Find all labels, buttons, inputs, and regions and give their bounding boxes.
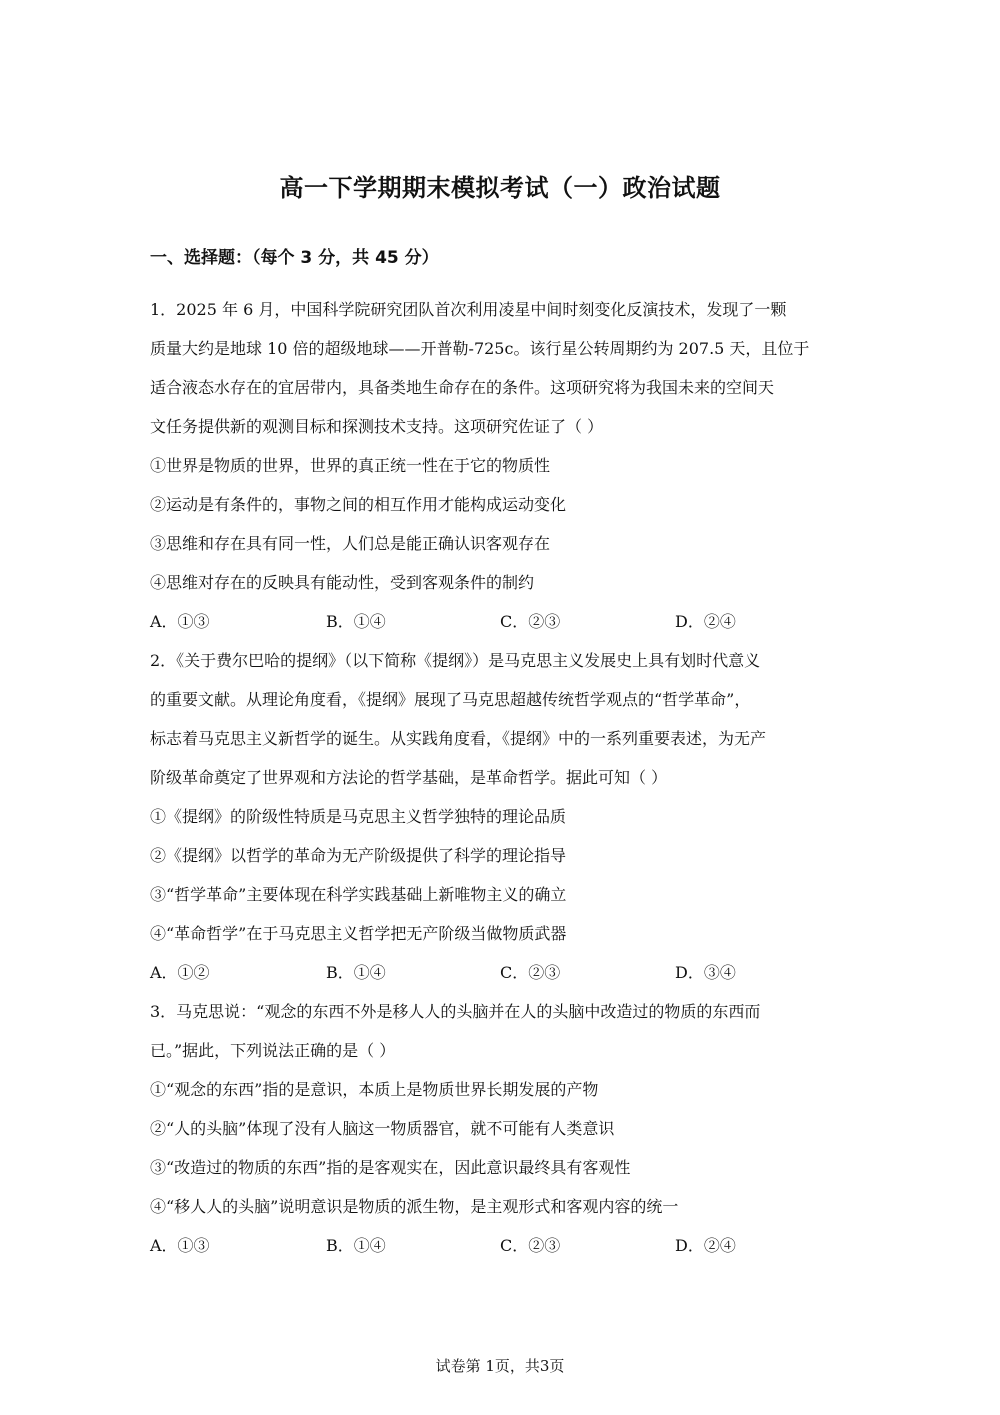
question-1-stem-line: 质量大约是地球 10 倍的超级地球——开普勒-725c。该行星公转周期约为 207.5 天，且位于 <box>150 339 810 358</box>
question-1-options <box>150 602 855 641</box>
option-b: B．①④ <box>326 612 386 631</box>
question-2-stem-line: 阶级革命奠定了世界观和方法论的哲学基础，是革命哲学。据此可知（ ） <box>150 768 668 787</box>
question-3-statement: ③“改造过的物质的东西”指的是客观实在，因此意识最终具有客观性 <box>150 1158 631 1177</box>
question-2-statement: ②《提纲》以哲学的革命为无产阶级提供了科学的理论指导 <box>150 846 567 865</box>
question-2-stem-line: 的重要文献。从理论角度看，《提纲》展现了马克思超越传统哲学观点的“哲学革命”， <box>150 690 751 709</box>
question-2-statement: ④“革命哲学”在于马克思主义哲学把无产阶级当做物质武器 <box>150 924 567 943</box>
option-b: B．①④ <box>326 963 386 982</box>
question-3-options <box>150 1226 855 1265</box>
question-2-stem-line: 2．《关于费尔巴哈的提纲》（以下简称《提纲》）是马克思主义发展史上具有划时代意义 <box>150 651 761 670</box>
question-1-statement: ①世界是物质的世界，世界的真正统一性在于它的物质性 <box>150 456 551 475</box>
page-footer: 试卷第 1页，共3页 <box>435 1357 565 1375</box>
option-d: D．③④ <box>675 963 736 982</box>
question-2-statement: ①《提纲》的阶级性特质是马克思主义哲学独特的理论品质 <box>150 807 567 826</box>
option-d: D．②④ <box>675 1236 736 1255</box>
question-2 <box>150 641 855 992</box>
question-3-statement: ④“移人人的头脑”说明意识是物质的派生物，是主观形式和客观内容的统一 <box>150 1197 679 1216</box>
option-b: B．①④ <box>326 1236 386 1255</box>
question-2-options <box>150 953 855 992</box>
option-d: D．②④ <box>675 612 736 631</box>
option-a: A．①② <box>150 963 210 982</box>
question-3 <box>150 992 855 1265</box>
question-3-statement: ②“人的头脑”体现了没有人脑这一物质器官，就不可能有人类意识 <box>150 1119 615 1138</box>
question-1-statement: ④思维对存在的反映具有能动性，受到客观条件的制约 <box>150 573 535 592</box>
section-heading: 一、选择题：（每个 3 分，共 45 分） <box>150 248 439 268</box>
question-1 <box>150 290 855 641</box>
option-a: A．①③ <box>150 1236 210 1255</box>
question-2-statement: ③“哲学革命”主要体现在科学实践基础上新唯物主义的确立 <box>150 885 567 904</box>
question-1-statement: ③思维和存在具有同一性，人们总是能正确认识客观存在 <box>150 534 551 553</box>
option-a: A．①③ <box>150 612 210 631</box>
option-c: C．②③ <box>500 963 561 982</box>
question-1-stem-line: 适合液态水存在的宜居带内，具备类地生命存在的条件。这项研究将为我国未来的空间天 <box>150 378 775 397</box>
question-3-stem-line: 已。”据此，下列说法正确的是（ ） <box>150 1041 396 1060</box>
question-1-stem-line: 1．2025 年 6 月，中国科学院研究团队首次利用凌星中间时刻变化反演技术，发现了一颗 <box>150 300 787 319</box>
question-1-stem-line: 文任务提供新的观测目标和探测技术支持。这项研究佐证了（ ） <box>150 417 604 436</box>
page-title: 高一下学期期末模拟考试（一）政治试题 <box>279 174 721 202</box>
option-c: C．②③ <box>500 612 561 631</box>
question-3-statement: ①“观念的东西”指的是意识，本质上是物质世界长期发展的产物 <box>150 1080 599 1099</box>
question-3-stem-line: 3．马克思说：“观念的东西不外是移人人的头脑并在人的头脑中改造过的物质的东西而 <box>150 1002 761 1021</box>
question-1-statement: ②运动是有条件的，事物之间的相互作用才能构成运动变化 <box>150 495 567 514</box>
questions-body <box>150 290 855 1265</box>
question-2-stem-line: 标志着马克思主义新哲学的诞生。从实践角度看，《提纲》中的一系列重要表述，为无产 <box>150 729 767 748</box>
option-c: C．②③ <box>500 1236 561 1255</box>
